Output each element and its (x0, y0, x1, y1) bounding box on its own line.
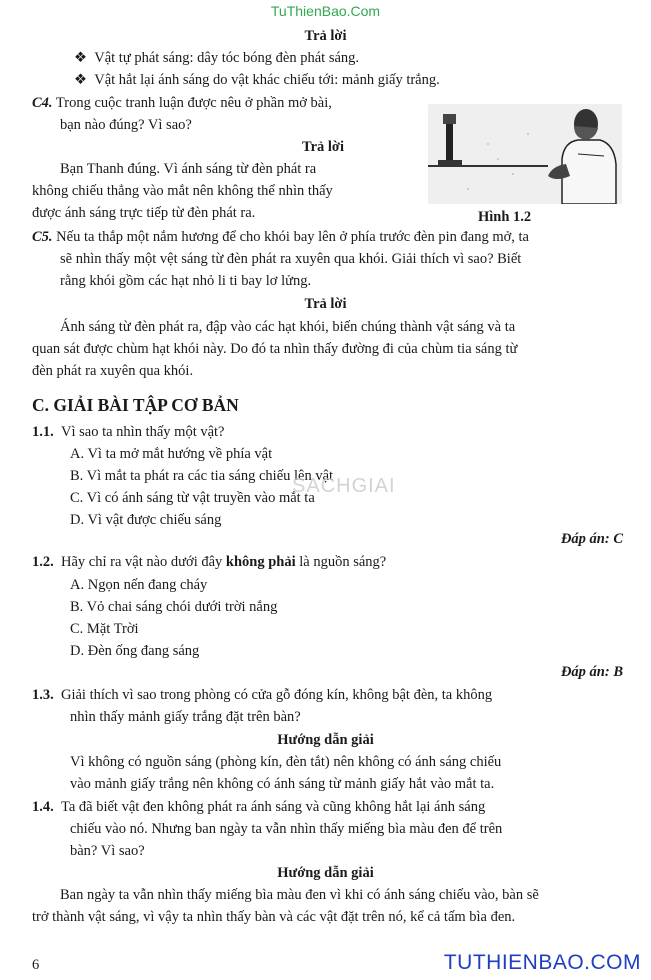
option-item: D. Đèn ống đang sáng (70, 643, 200, 659)
guide-heading: Hướng dẫn giải (277, 732, 374, 748)
c5-question-line: sẽ nhìn thấy một vệt sáng từ đèn phát ra xuyên qua khói. Giải thích vì sao? Biết (60, 251, 522, 267)
c4-answer-line: được ánh sáng trực tiếp từ đèn phát ra. (32, 205, 256, 221)
guide-line: vào mảnh giấy trắng nên không có ánh sáng từ mảnh giấy hắt vào mắt ta. (70, 776, 495, 792)
page-number: 6 (32, 957, 40, 973)
figure-caption: Hình 1.2 (478, 209, 532, 225)
site-header-link[interactable]: TuThienBao.Com (270, 3, 381, 19)
guide-line: trở thành vật sáng, vì vậy ta nhìn thấy bàn và các vật đặt trên nó, kể cả tấm bìa đen. (32, 909, 516, 925)
question-line: chiếu vào nó. Nhưng ban ngày ta vẫn nhìn thấy miếng bìa màu đen để trên (70, 821, 503, 837)
c5-answer-line: quan sát được chùm hạt khói này. Do đó ta nhìn thấy đường đi của chùm tia sáng từ (32, 341, 518, 357)
question-line: nhìn thấy mảnh giấy trắng đặt trên bàn? (70, 709, 301, 725)
option-item: C. Mặt Trời (70, 621, 139, 637)
guide-line: Vì không có nguồn sáng (phòng kín, đèn tắt) nên không có ánh sáng chiếu (70, 754, 502, 770)
c4-answer-line: Bạn Thanh đúng. Vì ánh sáng từ đèn phát ra (60, 161, 317, 177)
answer-key: Đáp án: B (560, 664, 623, 680)
bullet-item: ❖ Vật hắt lại ánh sáng do vật khác chiếu tới: mảnh giấy trắng. (74, 72, 440, 88)
diamond-bullet-icon: ❖ (74, 72, 87, 88)
option-item: A. Vì ta mở mắt hướng về phía vật (70, 446, 273, 462)
answer-heading: Trả lời (302, 139, 344, 155)
c5-question: C5. Nếu ta thắp một nắm hương để cho khói bay lên ở phía trước đèn pin đang mở, ta (32, 229, 529, 245)
question-line: bàn? Vì sao? (70, 843, 145, 859)
figure-illustration (428, 104, 622, 204)
c5-question-line: rằng khói gồm các hạt nhỏ li ti bay lơ lửng. (60, 273, 312, 289)
option-item: B. Vỏ chai sáng chói dưới trời nắng (70, 599, 278, 615)
answer-key: Đáp án: C (560, 531, 623, 547)
answer-heading: Trả lời (304, 28, 347, 44)
c5-answer-line: đèn phát ra xuyên qua khói. (32, 363, 194, 379)
question-1-1: 1.1. Vì sao ta nhìn thấy một vật? (32, 424, 225, 440)
option-item: B. Vì mắt ta phát ra các tia sáng chiếu lên vật (70, 468, 334, 484)
answer-heading: Trả lời (304, 296, 347, 312)
watermark-text: SACHGIAI (292, 475, 396, 497)
question-1-4: 1.4. Ta đã biết vật đen không phát ra ánh sáng và cũng không hắt lại ánh sáng (32, 799, 486, 815)
question-1-3: 1.3. Giải thích vì sao trong phòng có cửa gỗ đóng kín, không bật đèn, ta không (32, 687, 493, 703)
guide-line: Ban ngày ta vẫn nhìn thấy miếng bìa màu đen vì khi có ánh sáng chiếu vào, bàn sẽ (60, 887, 539, 903)
c4-question-line: bạn nào đúng? Vì sao? (60, 117, 192, 133)
diamond-bullet-icon: ❖ (74, 50, 87, 66)
option-item: A. Ngọn nến đang cháy (70, 577, 208, 593)
c4-answer-line: không chiếu thẳng vào mắt nên không thể nhìn thấy (32, 183, 333, 199)
c4-question: C4. Trong cuộc tranh luận được nêu ở phần mở bài, (32, 95, 332, 111)
section-heading: C. GIẢI BÀI TẬP CƠ BẢN (32, 395, 239, 415)
question-1-2: 1.2. Hãy chỉ ra vật nào dưới đây không phải là nguồn sáng? (32, 554, 387, 570)
c5-answer-line: Ánh sáng từ đèn phát ra, đập vào các hạt khói, biến chúng thành vật sáng và ta (60, 319, 516, 335)
guide-heading: Hướng dẫn giải (277, 865, 374, 881)
bullet-item: ❖ Vật tự phát sáng: dây tóc bóng đèn phát sáng. (74, 50, 360, 66)
option-item: D. Vì vật được chiếu sáng (70, 512, 222, 528)
option-item: C. Vì có ánh sáng từ vật truyền vào mắt ta (70, 490, 315, 506)
site-footer-link[interactable]: TUTHIENBAO.COM (443, 951, 641, 974)
